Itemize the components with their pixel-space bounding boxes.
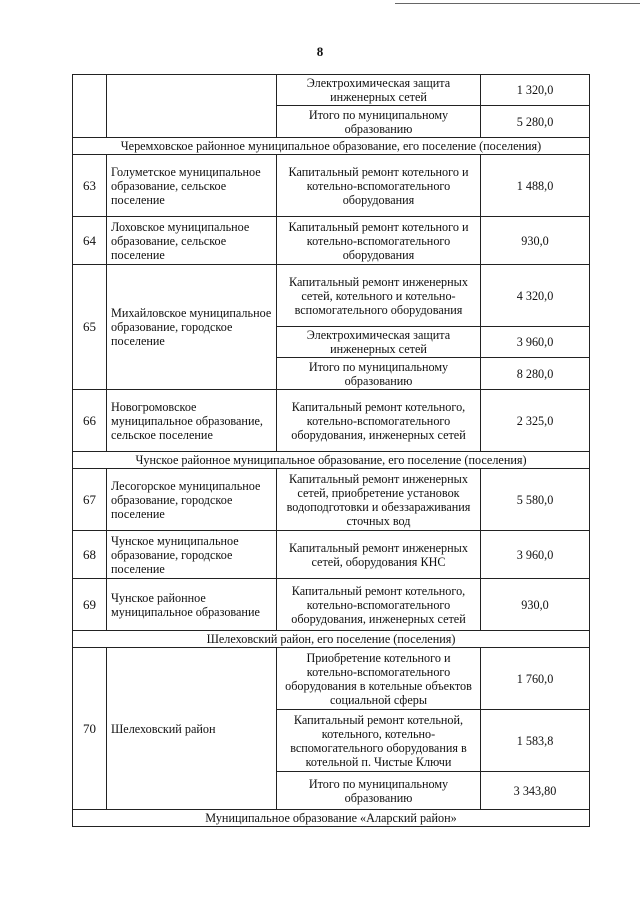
- name-cell: Чунское районное муниципальное образование: [107, 579, 277, 631]
- num-cell: 68: [73, 531, 107, 579]
- amount-cell: 3 960,0: [481, 531, 590, 579]
- amount-cell: 4 320,0: [481, 265, 590, 327]
- page-number: 8: [316, 44, 324, 59]
- table-row: [73, 648, 590, 710]
- name-cell: Чунское муниципальное образование, городское поселение: [107, 531, 277, 579]
- work-cell: Капитальный ремонт котельного и котельно-вспомогательного оборудования: [277, 217, 481, 265]
- amount-cell: 1 488,0: [481, 155, 590, 217]
- amount-cell: 2 325,0: [481, 390, 590, 452]
- table-row: [73, 390, 590, 452]
- section-header: Черемховское районное муниципальное образование, его поселение (поселения): [73, 138, 590, 155]
- work-cell: Капитальный ремонт котельного, котельно-вспомогательного оборудования, инженерных сетей: [277, 390, 481, 452]
- work-cell: Электрохимическая защита инженерных сетей: [277, 75, 481, 106]
- name-cell: Шелеховский район: [107, 648, 277, 810]
- name-cell: [107, 75, 277, 138]
- num-cell: 70: [73, 648, 107, 810]
- amount-cell: 1 320,0: [481, 75, 590, 106]
- table-row: [73, 155, 590, 217]
- num-cell: 69: [73, 579, 107, 631]
- section-row: [73, 138, 590, 155]
- table-row: [73, 265, 590, 327]
- amount-cell: 930,0: [481, 217, 590, 265]
- section-row: [73, 631, 590, 648]
- name-cell: Лоховское муниципальное образование, сельское поселение: [107, 217, 277, 265]
- total-label-cell: Итого по муниципальному образованию: [277, 106, 481, 138]
- num-cell: [73, 75, 107, 138]
- work-cell: Электрохимическая защита инженерных сетей: [277, 327, 481, 358]
- table-row: [73, 579, 590, 631]
- total-amount-cell: 5 280,0: [481, 106, 590, 138]
- amount-cell: 1 760,0: [481, 648, 590, 710]
- section-row: [73, 452, 590, 469]
- work-cell: Капитальный ремонт котельной, котельного, котельно-вспомогательного оборудования в котельной п. Чистые Ключи: [277, 710, 481, 772]
- work-cell: Капитальный ремонт инженерных сетей, оборудования КНС: [277, 531, 481, 579]
- total-amount-cell: 3 343,80: [481, 772, 590, 810]
- name-cell: Голуметское муниципальное образование, сельское поселение: [107, 155, 277, 217]
- name-cell: Новогромовское муниципальное образование, сельское поселение: [107, 390, 277, 452]
- work-cell: Капитальный ремонт котельного, котельно-вспомогательного оборудования, инженерных сетей: [277, 579, 481, 631]
- section-header: Шелеховский район, его поселение (поселения): [73, 631, 590, 648]
- funding-table: [72, 74, 590, 827]
- top-rule: [395, 3, 640, 4]
- num-cell: 65: [73, 265, 107, 390]
- name-cell: Михайловское муниципальное образование, городское поселение: [107, 265, 277, 390]
- total-label-cell: Итого по муниципальному образованию: [277, 358, 481, 390]
- work-cell: Капитальный ремонт инженерных сетей, приобретение установок водоподготовки и обеззараживания сточных вод: [277, 469, 481, 531]
- table-row: [73, 75, 590, 106]
- work-cell: Капитальный ремонт котельного и котельно-вспомогательного оборудования: [277, 155, 481, 217]
- num-cell: 63: [73, 155, 107, 217]
- section-header: Муниципальное образование «Аларский район»: [73, 810, 590, 827]
- total-amount-cell: 8 280,0: [481, 358, 590, 390]
- table-row: [73, 531, 590, 579]
- table-row: [73, 217, 590, 265]
- name-cell: Лесогорское муниципальное образование, городское поселение: [107, 469, 277, 531]
- amount-cell: 1 583,8: [481, 710, 590, 772]
- work-cell: Приобретение котельного и котельно-вспомогательного оборудования в котельные объектов социальной сферы: [277, 648, 481, 710]
- num-cell: 67: [73, 469, 107, 531]
- amount-cell: 930,0: [481, 579, 590, 631]
- work-cell: Капитальный ремонт инженерных сетей, котельного и котельно-вспомогательного оборудования: [277, 265, 481, 327]
- amount-cell: 5 580,0: [481, 469, 590, 531]
- num-cell: 64: [73, 217, 107, 265]
- section-row: [73, 810, 590, 827]
- amount-cell: 3 960,0: [481, 327, 590, 358]
- section-header: Чунское районное муниципальное образование, его поселение (поселения): [73, 452, 590, 469]
- table-row: [73, 469, 590, 531]
- num-cell: 66: [73, 390, 107, 452]
- total-label-cell: Итого по муниципальному образованию: [277, 772, 481, 810]
